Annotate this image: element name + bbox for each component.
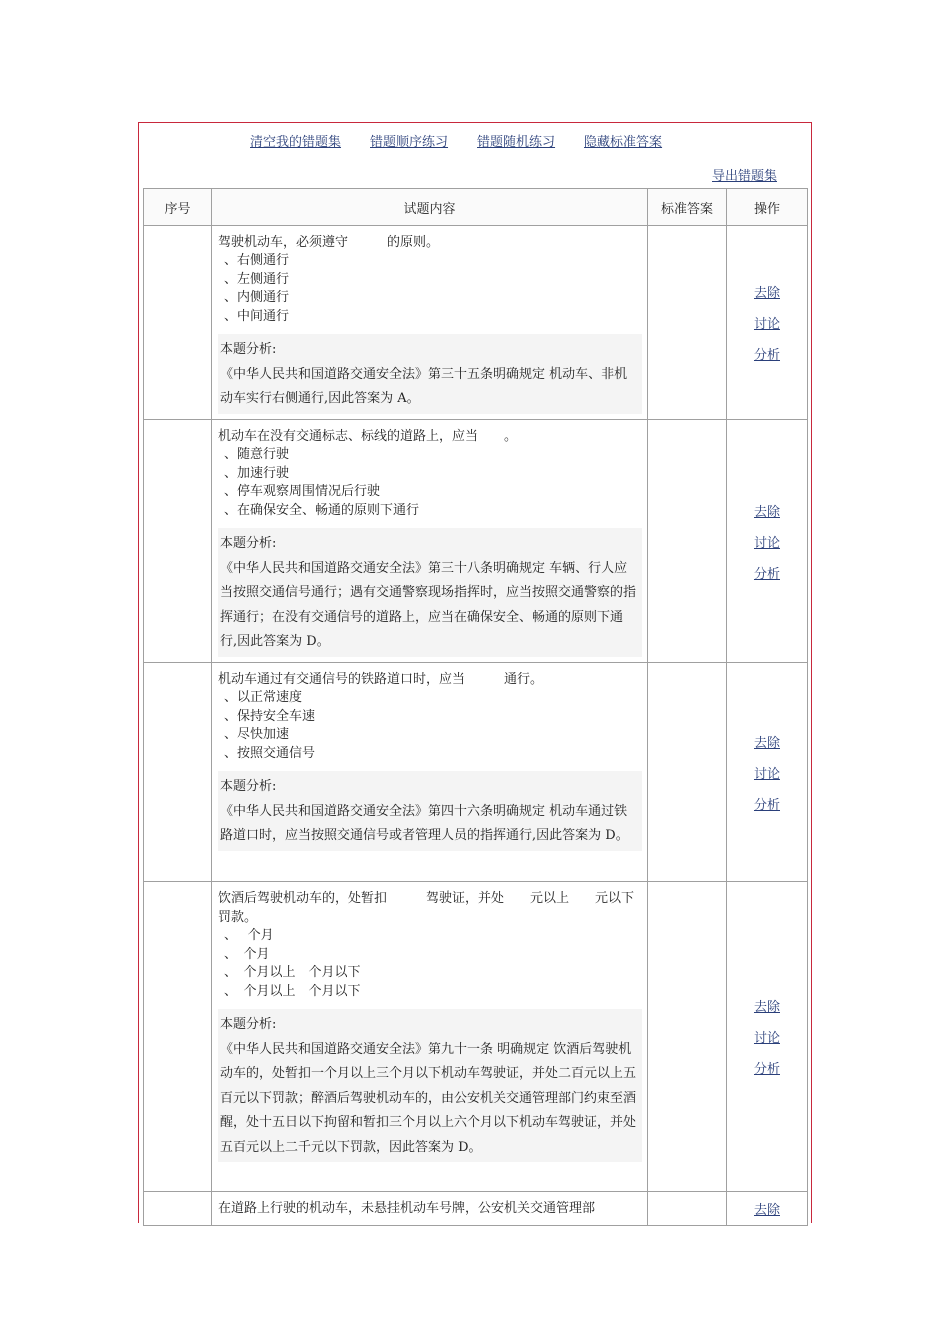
table-row	[144, 882, 808, 1192]
clear-wrong-set-link[interactable]: 清空我的错题集	[250, 135, 342, 150]
question-cell	[212, 226, 648, 420]
option-d: 、中间通行	[224, 308, 290, 324]
answer-cell	[648, 882, 727, 1192]
analyze-link[interactable]: 分析	[753, 566, 780, 582]
row-index	[144, 420, 212, 663]
analysis-text: 《中华人民共和国道路交通安全法》第九十一条 明确规定 饮酒后驾驶机动车的，处暂扣一个月以上三个月以下机动车驾驶证，并处二百元以上五百元以下罚款；醉酒后驾驶机动车的，由公安机关交通管理部门约束至酒醒，处十五日以下拘留和暂扣三个月以上六个月以下机动车驾驶证，并处五百元以上二千元以下罚款，因此答案为 D。	[220, 1041, 637, 1155]
actions-cell	[727, 882, 808, 1192]
discuss-link[interactable]: 讨论	[753, 317, 780, 332]
answer-cell	[648, 420, 727, 663]
header-answer: 标准答案	[648, 189, 727, 226]
option-c: 、内侧通行	[224, 290, 290, 305]
option-a: 、随意行驶	[224, 447, 290, 462]
header-index: 序号	[144, 189, 212, 226]
actions-cell	[727, 1192, 808, 1226]
analyze-link[interactable]: 分析	[753, 797, 780, 813]
option-b: 、左侧通行	[224, 271, 290, 287]
answer-cell	[648, 663, 727, 882]
table-row	[144, 663, 808, 882]
option-a: 、以正常速度	[224, 690, 303, 705]
header-actions: 操作	[727, 189, 808, 226]
actions-cell	[727, 226, 808, 420]
answer-cell	[648, 226, 727, 420]
table-row	[144, 420, 808, 663]
question-text: 机动车通过有交通信号的铁路道口时，应当 通行。	[218, 672, 544, 687]
analysis-label: 本题分析:	[220, 779, 277, 794]
option-b: 、保持安全车速	[224, 708, 316, 724]
remove-link[interactable]: 去除	[753, 286, 780, 301]
question-text: 机动车在没有交通标志、标线的道路上，应当 。	[218, 429, 518, 444]
remove-link[interactable]: 去除	[753, 735, 780, 751]
header-content: 试题内容	[212, 189, 648, 226]
export-wrong-set-link[interactable]: 导出错题集	[712, 169, 778, 184]
table-header-row	[144, 189, 808, 226]
question-cell	[212, 1192, 648, 1226]
discuss-link[interactable]: 讨论	[753, 1031, 780, 1046]
analysis-label: 本题分析:	[220, 1017, 277, 1032]
actions-cell	[727, 420, 808, 663]
row-index	[144, 663, 212, 882]
row-index	[144, 1192, 212, 1226]
question-text: 驾驶机动车，必须遵守 的原则。	[218, 235, 440, 250]
question-cell	[212, 663, 648, 882]
analyze-link[interactable]: 分析	[753, 348, 780, 363]
answer-cell	[648, 1192, 727, 1226]
discuss-link[interactable]: 讨论	[753, 766, 780, 782]
table-row	[144, 226, 808, 420]
option-d: 、按照交通信号	[224, 745, 316, 761]
actions-cell	[727, 663, 808, 882]
analysis-box	[218, 1009, 642, 1162]
question-cell	[212, 420, 648, 663]
analysis-box	[218, 528, 642, 657]
analyze-link[interactable]: 分析	[753, 1062, 780, 1077]
option-d: 、 个月以上 个月以下	[224, 983, 361, 999]
analysis-text: 《中华人民共和国道路交通安全法》第三十八条明确规定 车辆、行人应当按照交通信号通行；遇有交通警察现场指挥时，应当按照交通警察的指挥通行；在没有交通信号的道路上，应当在确保安全、畅通的原则下通行,因此答案为 D。	[220, 560, 637, 649]
option-a: 、 个月	[224, 928, 274, 943]
option-c: 、 个月以上 个月以下	[224, 965, 361, 980]
toolbar	[250, 131, 691, 150]
option-b: 、 个月	[224, 946, 270, 962]
option-c: 、停车观察周围情况后行驶	[224, 484, 381, 499]
analysis-label: 本题分析:	[220, 536, 277, 551]
discuss-link[interactable]: 讨论	[753, 535, 780, 551]
sequential-practice-link[interactable]: 错题顺序练习	[370, 135, 449, 150]
option-b: 、加速行驶	[224, 465, 290, 481]
remove-link[interactable]: 去除	[753, 1000, 780, 1015]
row-index	[144, 226, 212, 420]
analysis-text: 《中华人民共和国道路交通安全法》第三十五条明确规定 机动车、非机动车实行右侧通行,因此答案为 A。	[220, 366, 628, 406]
remove-link[interactable]: 去除	[753, 1203, 780, 1218]
analysis-box	[218, 334, 642, 414]
analysis-label: 本题分析:	[220, 342, 277, 357]
question-text: 在道路上行驶的机动车，未悬挂机动车号牌，公安机关交通管理部	[218, 1201, 596, 1216]
analysis-text: 《中华人民共和国道路交通安全法》第四十六条明确规定 机动车通过铁路道口时，应当按照交通信号或者管理人员的指挥通行,因此答案为 D。	[220, 803, 629, 843]
question-text: 饮酒后驾驶机动车的，处暂扣 驾驶证，并处 元以上 元以下罚款。	[218, 891, 635, 925]
questions-table	[143, 188, 808, 1226]
question-cell	[212, 882, 648, 1192]
hide-answers-link[interactable]: 隐藏标准答案	[584, 135, 663, 150]
option-a: 、右侧通行	[224, 253, 290, 268]
analysis-box	[218, 771, 642, 851]
remove-link[interactable]: 去除	[753, 504, 780, 520]
table-row	[144, 1192, 808, 1226]
random-practice-link[interactable]: 错题随机练习	[477, 135, 556, 150]
row-index	[144, 882, 212, 1192]
option-c: 、尽快加速	[224, 727, 290, 742]
option-d: 、在确保安全、畅通的原则下通行	[224, 502, 420, 518]
